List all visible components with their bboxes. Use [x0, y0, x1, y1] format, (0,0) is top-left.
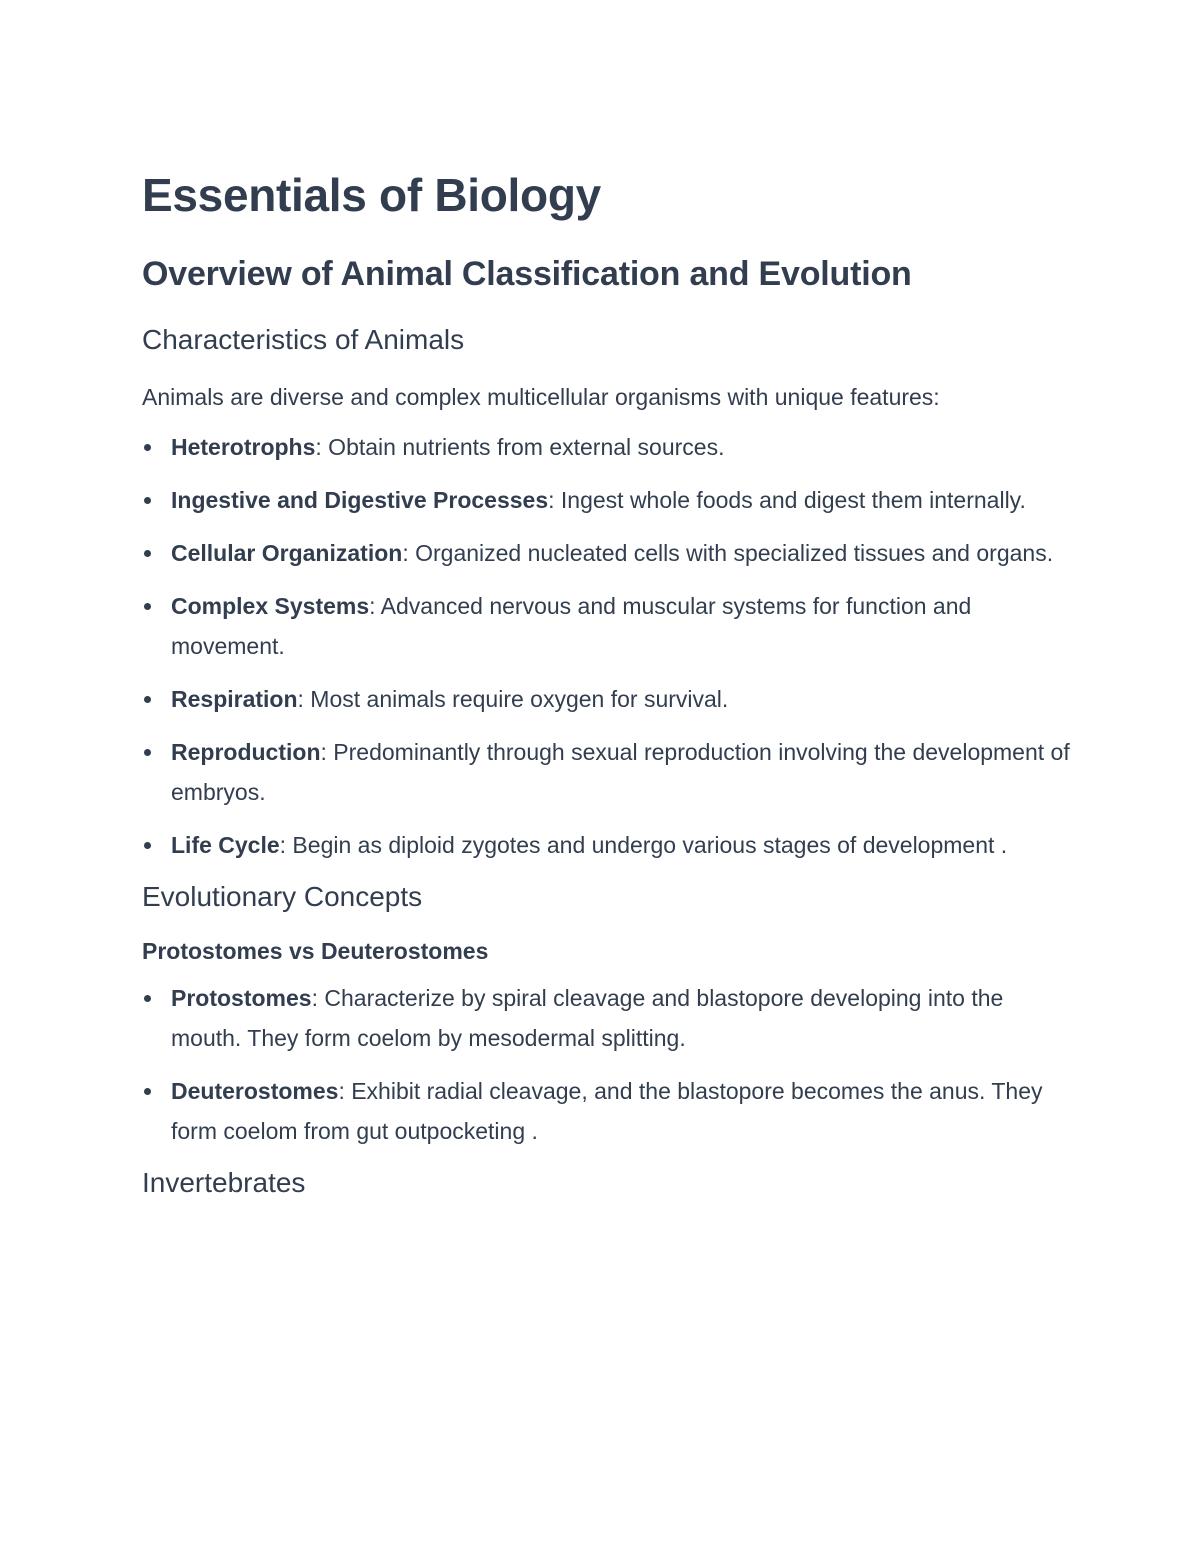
- list-item-term: Heterotrophs: [171, 434, 316, 460]
- list-item-text: : Advanced nervous and muscular systems for function and movement.: [171, 593, 972, 659]
- list-item-text: : Most animals require oxygen for survival.: [297, 686, 729, 712]
- list-item: [142, 1071, 1072, 1151]
- list-item-text: : Characterize by spiral cleavage and blastopore developing into the mouth. They form coelom by mesodermal splitting.: [171, 985, 1004, 1051]
- list-item-term: Life Cycle: [171, 832, 280, 858]
- list-item: [142, 679, 1072, 719]
- list-item-term: Ingestive and Digestive Processes: [171, 487, 549, 513]
- list-item: [142, 533, 1072, 573]
- document-title: Essentials of Biology: [142, 169, 601, 221]
- list-item: [142, 732, 1072, 812]
- list-item-term: Deuterostomes: [171, 1078, 339, 1104]
- list-item-text: : Exhibit radial cleavage, and the blastopore becomes the anus. They form coelom from gut outpocketing .: [171, 1078, 1043, 1144]
- list-item-term: Complex Systems: [171, 593, 370, 619]
- list-item-text: : Ingest whole foods and digest them internally.: [548, 487, 1026, 513]
- list-item-term: Reproduction: [171, 739, 321, 765]
- list-item-text: : Predominantly through sexual reproduction involving the development of embryos.: [171, 739, 1070, 805]
- invertebrates-heading: Invertebrates: [142, 1167, 306, 1198]
- document-page: [142, 165, 1072, 1202]
- list-item-term: Respiration: [171, 686, 298, 712]
- evolution-subheading: Protostomes vs Deuterostomes: [142, 938, 489, 964]
- list-item: [142, 586, 1072, 666]
- characteristics-list: [142, 427, 1072, 865]
- characteristics-heading: Characteristics of Animals: [142, 324, 465, 355]
- list-item: [142, 825, 1072, 865]
- list-item: [142, 978, 1072, 1058]
- evolution-heading: Evolutionary Concepts: [142, 881, 423, 912]
- list-item-text: : Begin as diploid zygotes and undergo various stages of development .: [279, 832, 1008, 858]
- list-item-text: : Organized nucleated cells with specialized tissues and organs.: [402, 540, 1054, 566]
- list-item-term: Cellular Organization: [171, 540, 403, 566]
- list-item-text: : Obtain nutrients from external sources.: [315, 434, 725, 460]
- list-item-term: Protostomes: [171, 985, 312, 1011]
- section-title: Overview of Animal Classification and Evolution: [142, 255, 912, 293]
- characteristics-intro: Animals are diverse and complex multicellular organisms with unique features:: [142, 384, 940, 410]
- list-item: [142, 427, 1072, 467]
- list-item: [142, 480, 1072, 520]
- evolution-list: [142, 978, 1072, 1151]
